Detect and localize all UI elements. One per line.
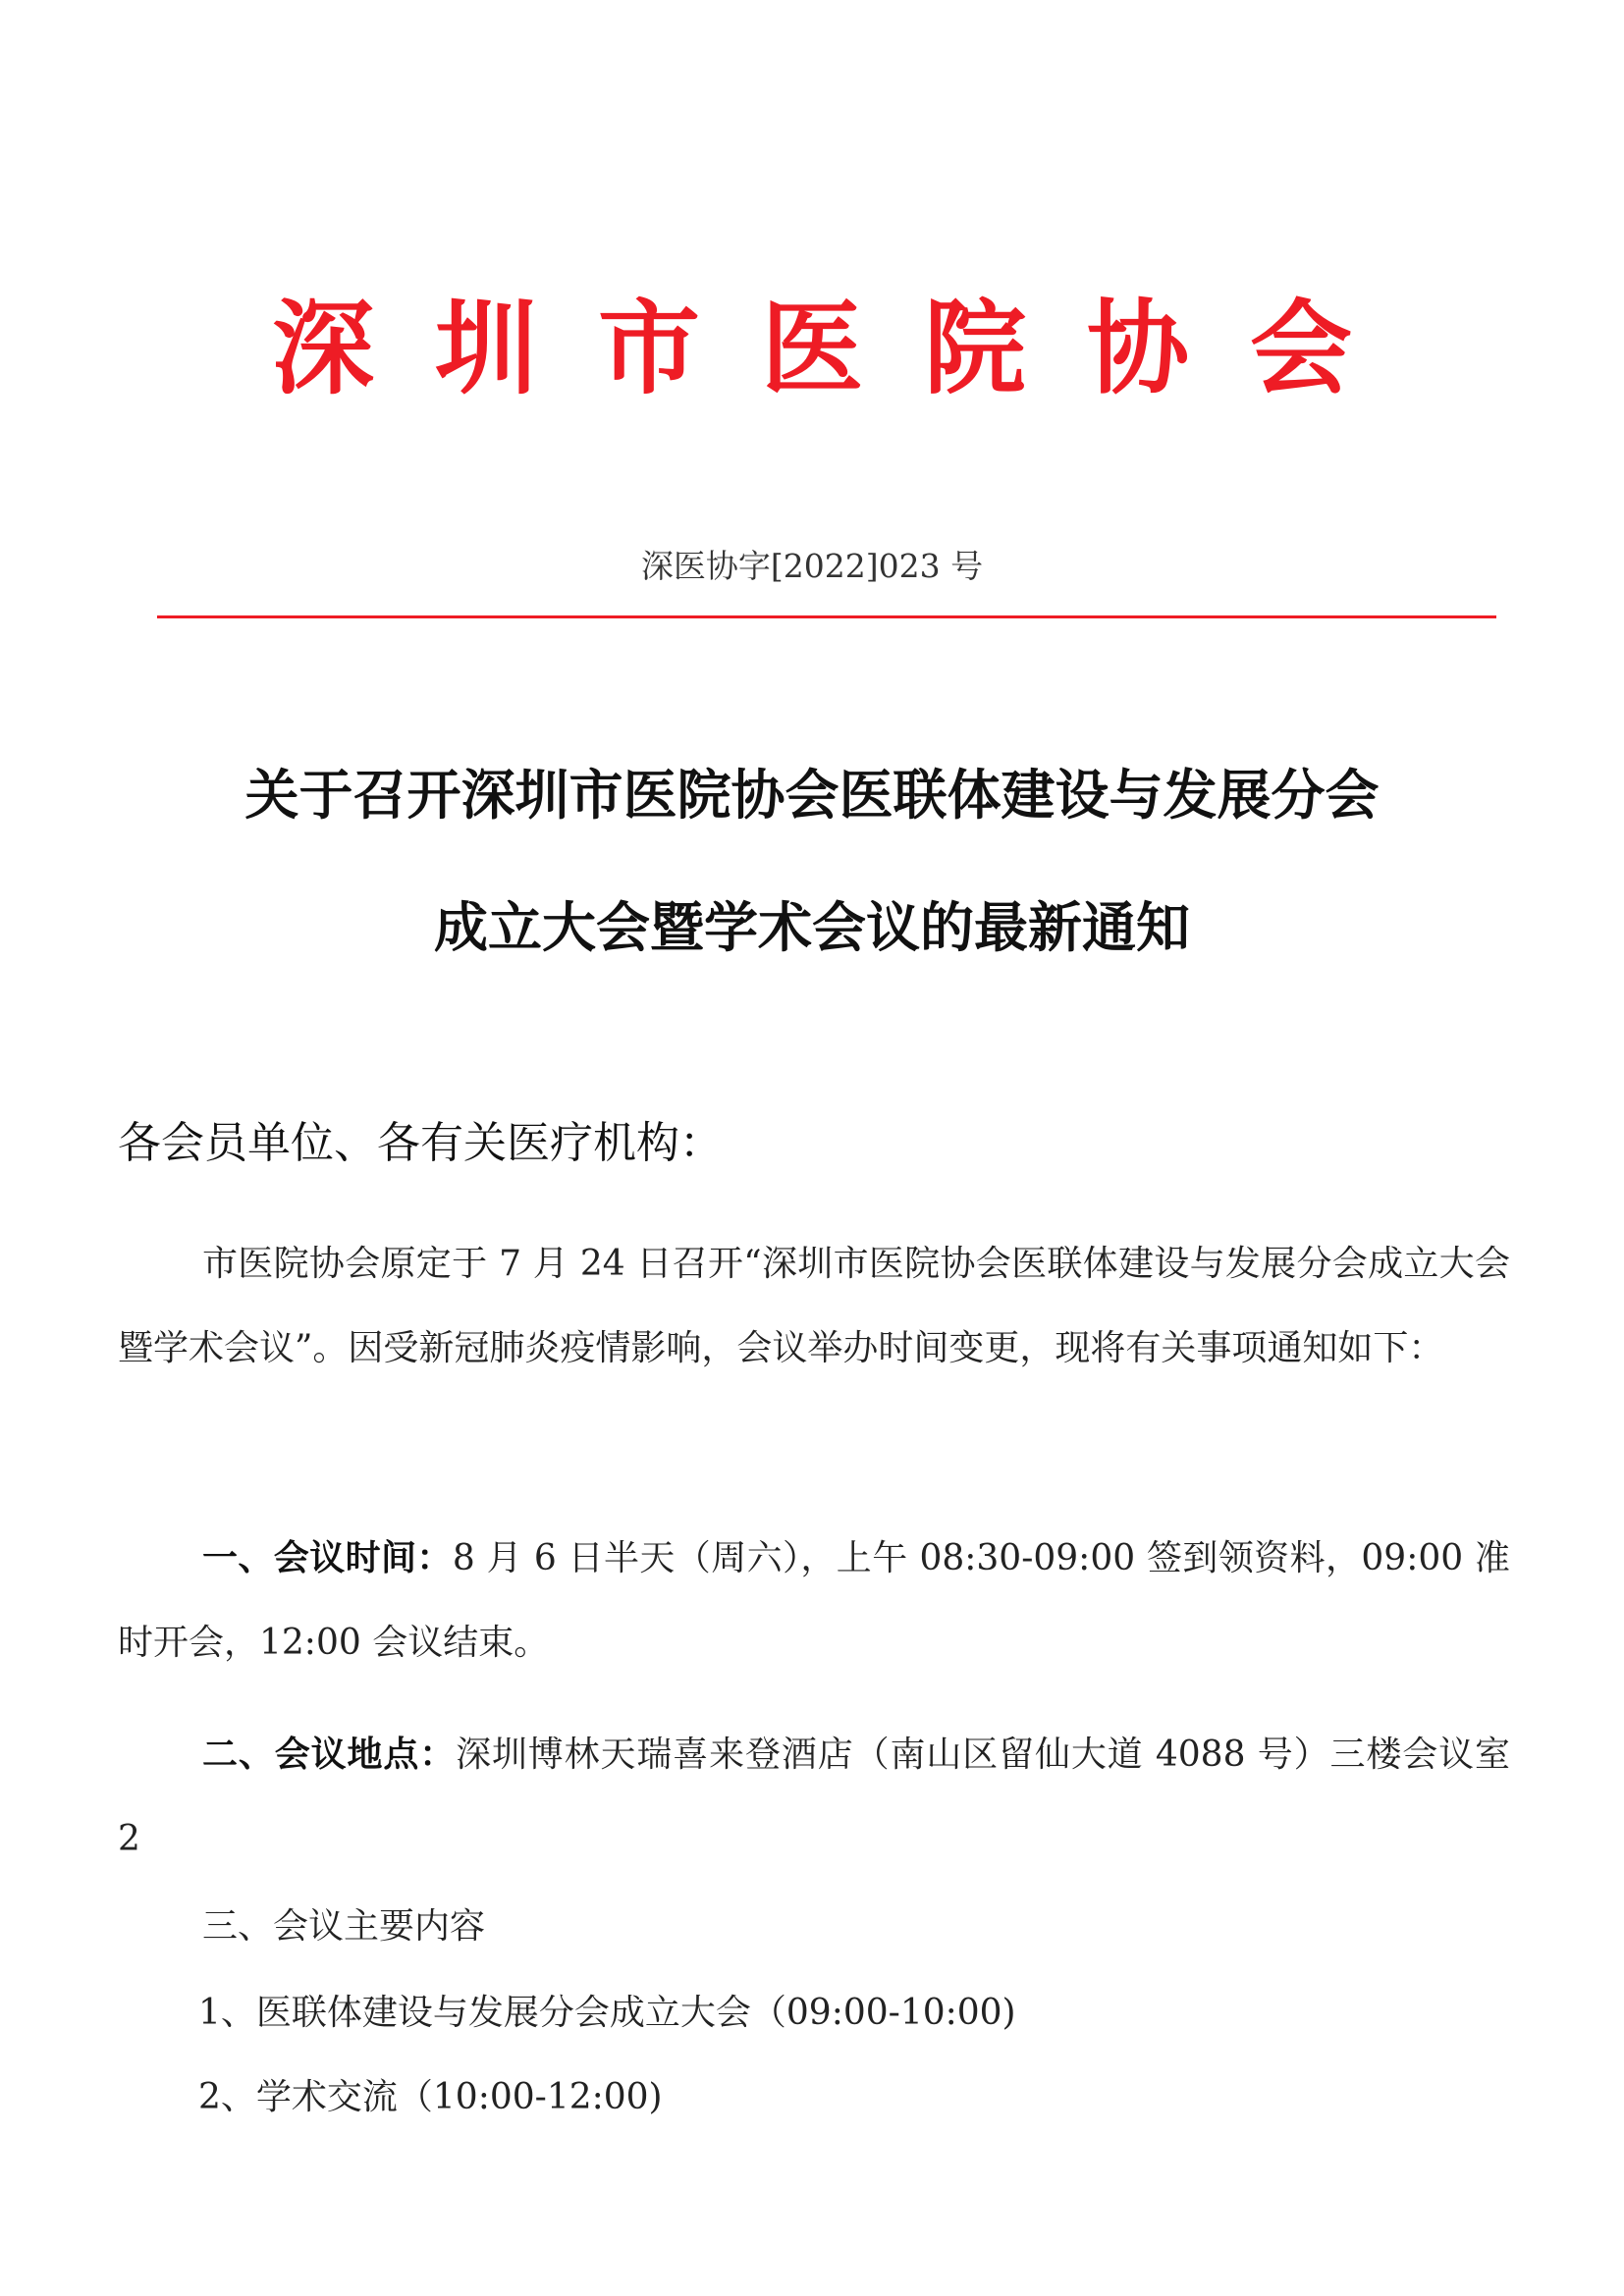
header-divider xyxy=(157,615,1496,618)
meeting-time-label: 一、会议时间： xyxy=(202,1538,453,1578)
meeting-place-paragraph xyxy=(118,1713,1510,1882)
document-number: 深医协字[2022]023 号 xyxy=(640,547,984,585)
notice-title-line-1: 关于召开深圳市医院协会医联体建设与发展分会 xyxy=(244,764,1380,827)
agenda-item: 1、医联体建设与发展分会成立大会（09:00-10:00) xyxy=(198,1993,1016,2033)
organization-header: 深圳市医院协会 xyxy=(271,289,1413,408)
meeting-time-text: 8 月 6 日半天（周六），上午 08:30-09:00 签到领资料，09:00 准时开会，12:00 会议结束。 xyxy=(118,1538,1510,1663)
salutation: 各会员单位、各有关医疗机构： xyxy=(118,1118,723,1168)
notice-title-line-2: 成立大会暨学术会议的最新通知 xyxy=(433,896,1190,959)
intro-paragraph: 市医院协会原定于 7 月 24 日召开“深圳市医院协会医联体建设与发展分会成立大会暨学术会议”。因受新冠肺炎疫情影响，会议举办时间变更，现将有关事项通知如下： xyxy=(118,1244,1510,1368)
meeting-place-label: 二、会议地点： xyxy=(202,1735,457,1775)
meeting-content-heading: 三、会议主要内容 xyxy=(202,1906,486,1947)
meeting-time-paragraph xyxy=(118,1517,1510,1685)
meeting-place-text: 深圳博林天瑞喜来登酒店（南山区留仙大道 4088 号）三楼会议室 2 xyxy=(118,1735,1510,1859)
agenda-item: 2、学术交流（10:00-12:00) xyxy=(198,2077,663,2117)
